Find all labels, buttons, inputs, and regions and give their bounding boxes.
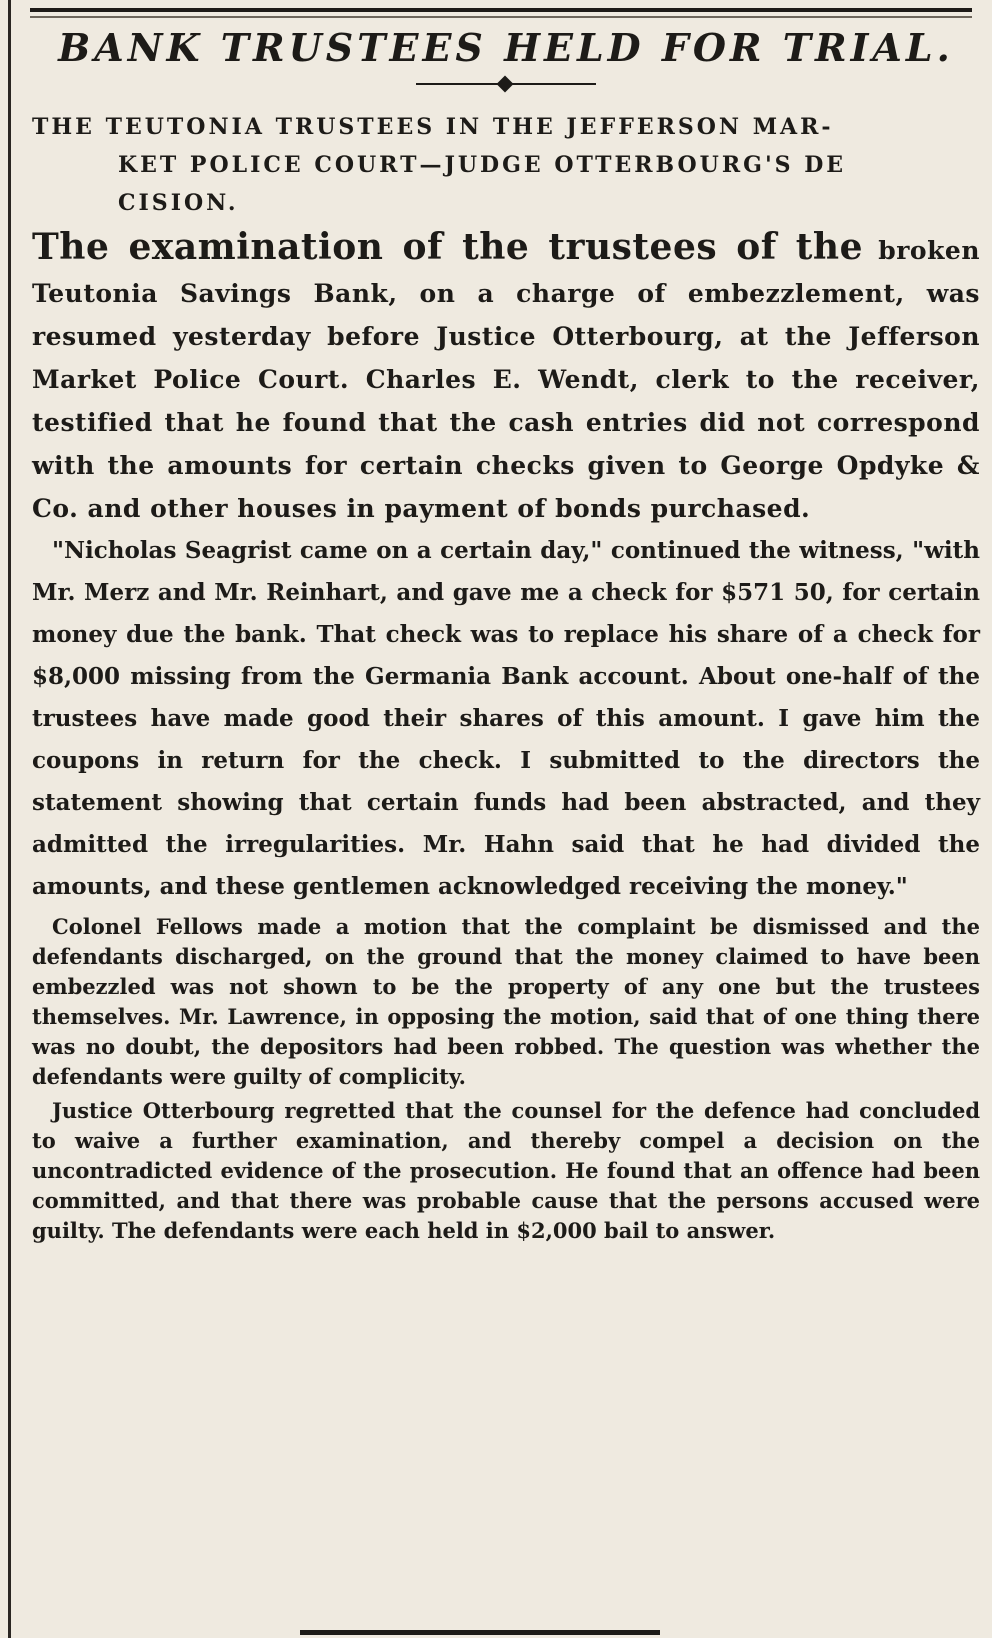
ornamental-dash xyxy=(416,78,596,90)
paragraph-1 xyxy=(32,226,980,530)
paragraph-1-body: broken Teutonia Savings Bank, on a charge of embezzlement, was resumed yesterday before Justice Otterbourg, at the Jefferson Market Police Court. Charles E. Wendt, clerk to the receiver, testified that he found that the cash entries did not correspond with the amounts for certain checks given to George Opdyke & Co. and other houses in payment of bonds purchased. xyxy=(32,236,980,523)
top-rule xyxy=(30,8,972,12)
paragraph-2: "Nicholas Seagrist came on a certain day," continued the witness, "with Mr. Merz and Mr. Reinhart, and gave me a check for $571 50, for certain money due the bank. That check was to replace his share of a check for $8,000 missing from the Germania Bank account. About one-half of the trustees have made good their shares of this amount. I gave him the coupons in return for the check. I submitted to the directors the statement showing that certain funds had been abstracted, and they admitted the irregularities. Mr. Hahn said that he had divided the amounts, and these gentlemen acknowledged receiving the money." xyxy=(32,537,980,900)
article-column xyxy=(32,18,980,1246)
subheadline xyxy=(32,108,980,222)
bottom-rule xyxy=(300,1630,660,1635)
subheadline-line-2: KET POLICE COURT—JUDGE OTTERBOURG'S DE xyxy=(118,152,847,178)
column-rule-left xyxy=(8,0,11,1638)
headline: BANK TRUSTEES HELD FOR TRIAL. xyxy=(58,25,954,70)
paragraph-1-lead: The examination of the trustees of the xyxy=(32,226,863,268)
paragraph-4: Justice Otterbourg regretted that the counsel for the defence had concluded to waive a further examination, and thereby compel a decision on the uncontradicted evidence of the prosecution. He found that an offence had been committed, and that there was probable cause that the persons accused were guilty. The defendants were each held in $2,000 bail to answer. xyxy=(32,1098,980,1243)
subheadline-line-1: THE TEUTONIA TRUSTEES IN THE JEFFERSON MAR- xyxy=(32,114,834,140)
paragraph-3: Colonel Fellows made a motion that the complaint be dismissed and the defendants discharged, on the ground that the money claimed to have been embezzled was not shown to be the property of any one but the trustees themselves. Mr. Lawrence, in opposing the motion, said that of one thing there was no doubt, the depositors had been robbed. The question was whether the defendants were guilty of complicity. xyxy=(32,914,980,1089)
subheadline-line-3: CISION. xyxy=(118,190,239,216)
